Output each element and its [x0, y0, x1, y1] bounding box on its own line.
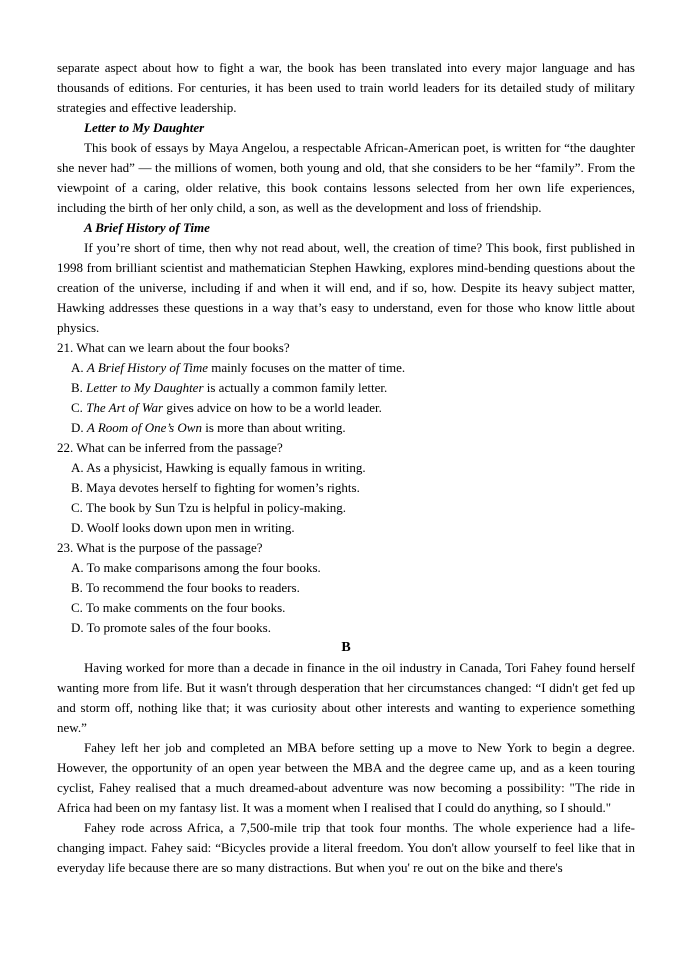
passage-b-paragraph: Fahey left her job and completed an MBA before setting up a move to New York to begin a degree. However, the opportunity of an open year between the MBA and the degree came up, and as a keen touring cyclist, Fahey realised that a much dreamed-about adventure was now becoming a possibility: "The ride in Africa had been on my fantasy list. It was a moment when I realised that I could do anything, so I should." [57, 740, 635, 815]
book-title-brief-history-of-time: A Brief History of Time [84, 220, 210, 235]
section-heading-b: B [341, 640, 351, 655]
answer-option [57, 518, 635, 538]
option-text: To promote sales of the four books. [86, 620, 271, 635]
answer-option [57, 578, 635, 598]
passage-a-intro-paragraph: separate aspect about how to fight a war, the book has been translated into every major language and has thousands of editions. For centuries, it has been used to train world leaders for its detailed study of military strategies and effective leadership. [57, 60, 635, 115]
passage-b-paragraph: Fahey rode across Africa, a 7,500-mile trip that took four months. The whole experience had a life-changing impact. Fahey said: “Bicycles provide a literal freedom. You don't allow yourself to feel like that in everyday life because there are so many distractions. But when you' re out on the bike and there's [57, 820, 635, 875]
option-text: mainly focuses on the matter of time. [208, 360, 406, 375]
passage-b-body [57, 658, 635, 878]
option-text: Maya devotes herself to fighting for women’s rights. [86, 480, 360, 495]
option-letter: C. [71, 500, 83, 515]
option-letter: B. [71, 480, 83, 495]
answer-option [57, 618, 635, 638]
option-letter: A. [71, 360, 84, 375]
book-title-letter-to-my-daughter: Letter to My Daughter [84, 120, 205, 135]
answer-option [57, 558, 635, 578]
option-letter: D. [71, 520, 84, 535]
option-text: As a physicist, Hawking is equally famous in writing. [86, 460, 366, 475]
option-book-title: A Room of One’s Own [86, 420, 202, 435]
answer-option [57, 358, 635, 378]
answer-option [57, 398, 635, 418]
option-letter: B. [71, 580, 83, 595]
question-stem: 21. What can we learn about the four books? [57, 340, 290, 355]
answer-option [57, 458, 635, 478]
option-letter: A. [71, 460, 84, 475]
option-book-title: Letter to My Daughter [86, 380, 204, 395]
question-list [57, 338, 635, 638]
option-book-title: A Brief History of Time [86, 360, 208, 375]
answer-option [57, 478, 635, 498]
passage-b-paragraph: Having worked for more than a decade in finance in the oil industry in Canada, Tori Fahey found herself wanting more from life. But it wasn't through desperation that her circumstances changed: “I didn't get fed up and storm off, nothing like that; it was curiosity about other interests and wanting to experience something new.” [57, 660, 635, 735]
book-description-brief-history-of-time: If you’re short of time, then why not read about, well, the creation of time? This book, first published in 1998 from brilliant scientist and mathematician Stephen Hawking, explores mind-bending questions about the creation of the universe, including if and when it will end, and if so, how. Despite its heavy subject matter, Hawking addresses these questions in a way that’s easy to understand, even for those who know little about physics. [57, 240, 635, 335]
option-text: Woolf looks down upon men in writing. [86, 520, 295, 535]
option-text: gives advice on how to be a world leader. [163, 400, 382, 415]
question-stem: 23. What is the purpose of the passage? [57, 540, 263, 555]
option-text: is more than about writing. [201, 420, 346, 435]
option-letter: C. [71, 400, 83, 415]
answer-option [57, 418, 635, 438]
question-stem: 22. What can be inferred from the passage? [57, 440, 283, 455]
option-text: To recommend the four books to readers. [85, 580, 300, 595]
option-letter: D. [71, 620, 84, 635]
option-letter: A. [71, 560, 84, 575]
option-letter: B. [71, 380, 83, 395]
answer-option [57, 378, 635, 398]
option-text: The book by Sun Tzu is helpful in policy-making. [85, 500, 347, 515]
option-letter: D. [71, 420, 84, 435]
option-text: To make comparisons among the four books. [86, 560, 321, 575]
option-text: is actually a common family letter. [203, 380, 388, 395]
option-text: To make comments on the four books. [85, 600, 286, 615]
book-description-letter-to-my-daughter: This book of essays by Maya Angelou, a respectable African-American poet, is written for “the daughter she never had” — the millions of women, both young and old, that she considers to be her “family”. From the viewpoint of a caring, older relative, this book contains lessons selected from her own life experiences, including the birth of her only child, a son, as well as the development and loss of friendship. [57, 140, 635, 215]
answer-option [57, 498, 635, 518]
option-book-title: The Art of War [86, 400, 164, 415]
answer-option [57, 598, 635, 618]
option-letter: C. [71, 600, 83, 615]
